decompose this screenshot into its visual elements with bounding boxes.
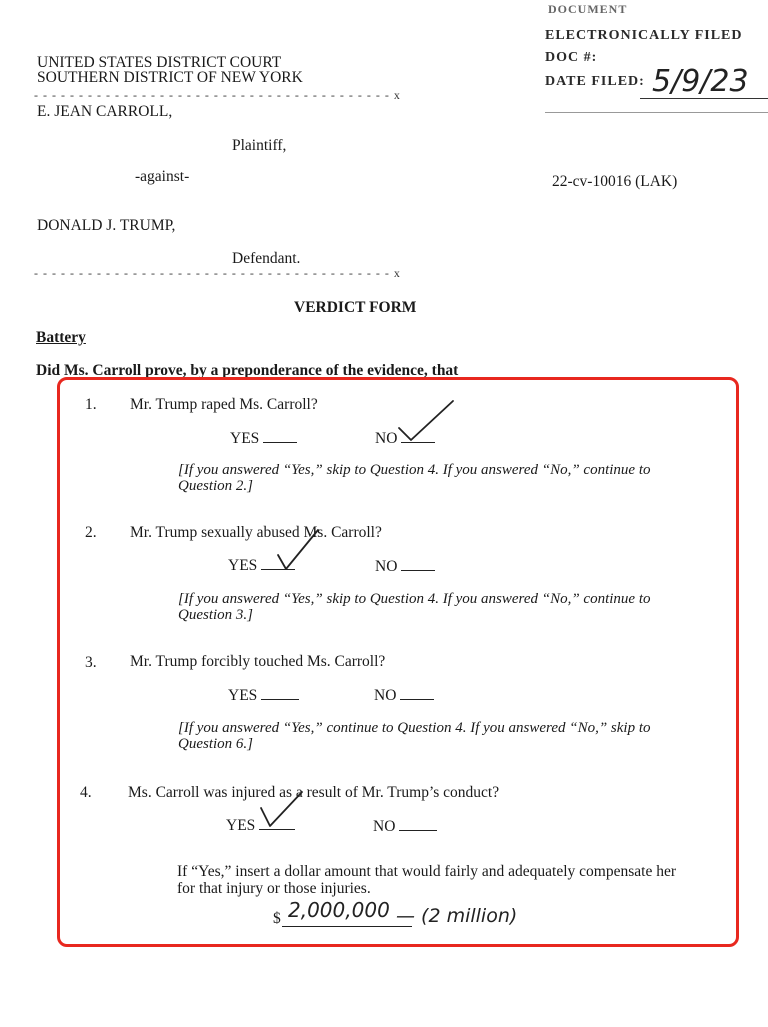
yes-label: YES — [226, 817, 256, 834]
no-label: NO — [373, 818, 396, 835]
court-name-line1: UNITED STATES DISTRICT COURT — [37, 54, 282, 71]
question-number: 3. — [85, 654, 97, 671]
case-number: 22-cv-10016 (LAK) — [552, 173, 678, 190]
no-label: NO — [374, 687, 397, 704]
no-option — [375, 556, 435, 576]
question-instruction: [If you answered “Yes,” continue to Question 4. If you answered “No,” skip to Question 6.] — [178, 720, 651, 752]
no-blank — [399, 816, 437, 831]
yes-option — [228, 685, 299, 705]
no-blank — [401, 556, 435, 571]
no-option — [374, 685, 434, 705]
stamp-date-filed-label: DATE FILED: — [545, 74, 645, 89]
defendant-name: DONALD J. TRUMP, — [37, 217, 176, 234]
stamp-bottom-rule — [545, 112, 768, 113]
amount-note-handwritten: — (2 million) — [396, 905, 518, 927]
question-text: Ms. Carroll was injured as a result of Mr. Trump’s conduct? — [128, 784, 500, 801]
checkmark-icon — [395, 398, 459, 446]
stamp-date-filed-value: 5/9/23 — [652, 64, 749, 99]
no-blank — [400, 685, 434, 700]
question-instruction: [If you answered “Yes,” skip to Question 4. If you answered “No,” continue to Question 2.] — [178, 462, 651, 494]
yes-blank — [263, 428, 297, 443]
no-option — [373, 816, 437, 836]
question-text: Mr. Trump forcibly touched Ms. Carroll? — [130, 653, 386, 670]
verdict-form-title: VERDICT FORM — [294, 299, 417, 316]
question-instruction: [If you answered “Yes,” skip to Question 4. If you answered “No,” continue to Question 3.] — [178, 591, 651, 623]
stamp-date-underline — [640, 98, 768, 99]
damages-instruction: If “Yes,” insert a dollar amount that would fairly and adequately compensate her for that injury or those injuries. — [177, 863, 676, 897]
yes-label: YES — [228, 687, 258, 704]
plaintiff-name: E. JEAN CARROLL, — [37, 103, 173, 120]
question-text: Mr. Trump raped Ms. Carroll? — [130, 396, 318, 413]
currency-symbol: $ — [273, 910, 281, 927]
caption-divider-bottom: - - - - - - - - - - - - - - - - - - - - - - - - - - - - - - - - - - - - - - - - x — [34, 266, 401, 280]
stamp-document: DOCUMENT — [548, 2, 628, 16]
against-label: -against- — [135, 168, 190, 185]
question-intro: Did Ms. Carroll prove, by a preponderance of the evidence, that — [36, 362, 459, 379]
checkmark-icon — [272, 527, 322, 573]
plaintiff-role: Plaintiff, — [232, 137, 287, 154]
no-label: NO — [375, 558, 398, 575]
checkmark-icon — [258, 786, 308, 830]
amount-underline — [282, 926, 412, 927]
defendant-role: Defendant. — [232, 250, 301, 267]
caption-divider-top: - - - - - - - - - - - - - - - - - - - - - - - - - - - - - - - - - - - - - - - - x — [34, 88, 401, 102]
section-heading-battery: Battery — [36, 329, 86, 346]
yes-label: YES — [230, 430, 260, 447]
yes-blank — [261, 685, 299, 700]
stamp-electronically-filed: ELECTRONICALLY FILED — [545, 28, 743, 43]
question-number: 1. — [85, 396, 97, 413]
no-label: NO — [375, 430, 398, 447]
court-name-line2: SOUTHERN DISTRICT OF NEW YORK — [37, 69, 303, 86]
question-number: 2. — [85, 524, 97, 541]
stamp-doc-number: DOC #: — [545, 50, 598, 65]
amount-handwritten: 2,000,000 — [288, 898, 390, 922]
question-number: 4. — [80, 784, 92, 801]
yes-label: YES — [228, 557, 258, 574]
question-text: Mr. Trump sexually abused Ms. Carroll? — [130, 524, 382, 541]
yes-option — [230, 428, 297, 448]
